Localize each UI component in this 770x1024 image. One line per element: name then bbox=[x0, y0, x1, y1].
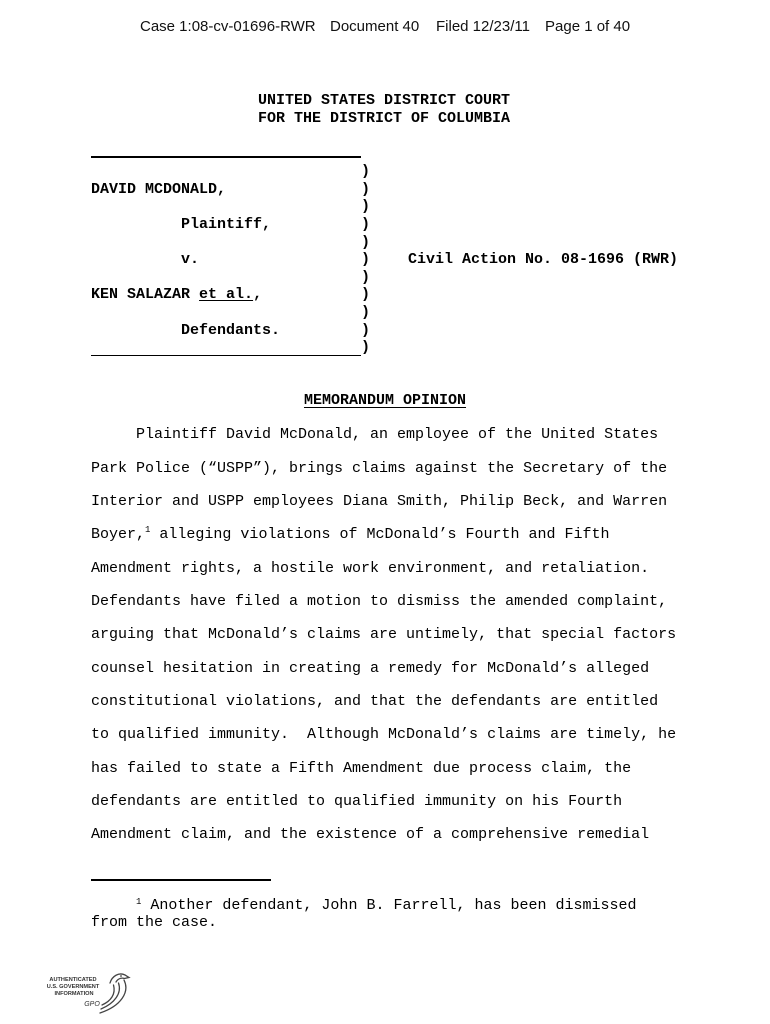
body-line: Plaintiff David McDonald, an employee of the United States bbox=[136, 426, 659, 444]
et-al-text: et al. bbox=[199, 286, 254, 304]
body-line: arguing that McDonald’s claims are untimely, that special factors bbox=[91, 626, 677, 644]
plaintiff-role: Plaintiff, bbox=[181, 215, 272, 233]
defendant-name-text: KEN SALAZAR bbox=[91, 286, 191, 304]
logo-text-government: U.S. GOVERNMENT bbox=[46, 984, 100, 990]
defendant-name bbox=[91, 286, 262, 304]
footnote-line bbox=[91, 897, 731, 914]
body-line: defendants are entitled to qualified immunity on his Fourth bbox=[91, 792, 623, 810]
caption-bracket: ) bbox=[361, 163, 371, 181]
footnote-text: Another defendant, John B. Farrell, has been dismissed bbox=[150, 896, 637, 914]
versus-label: v. bbox=[181, 251, 200, 269]
court-name: UNITED STATES DISTRICT COURT bbox=[258, 92, 511, 109]
court-district: FOR THE DISTRICT OF COLUMBIA bbox=[258, 110, 511, 127]
body-line: to qualified immunity. Although McDonald’s claims are timely, he bbox=[91, 726, 677, 744]
logo-text-gpo: GPO bbox=[84, 1001, 100, 1008]
caption-bracket: ) bbox=[361, 321, 371, 339]
logo-text-information: INFORMATION bbox=[54, 991, 94, 997]
document-title: MEMORANDUM OPINION bbox=[303, 392, 467, 409]
caption-bracket: ) bbox=[361, 251, 371, 269]
defendant-punctuation: , bbox=[253, 286, 263, 304]
gpo-authentication-logo bbox=[40, 968, 132, 1016]
caption-bracket: ) bbox=[361, 198, 371, 216]
footnote-line: from the case. bbox=[91, 913, 218, 931]
logo-text-authenticated: AUTHENTICATED bbox=[49, 977, 97, 983]
document-number: Document 40 bbox=[330, 18, 420, 35]
caption-bracket: ) bbox=[361, 233, 371, 251]
plaintiff-name: DAVID MCDONALD, bbox=[91, 180, 227, 198]
opinion-body bbox=[91, 418, 731, 851]
footnote-marker: 1 bbox=[136, 896, 142, 907]
caption-bracket: ) bbox=[361, 268, 371, 286]
body-line: Amendment rights, a hostile work environment, and retaliation. bbox=[91, 559, 650, 577]
defendant-role: Defendants. bbox=[181, 321, 281, 339]
body-line: Park Police (“USPP”), brings claims against the Secretary of the bbox=[91, 459, 668, 477]
body-line: counsel hesitation in creating a remedy for McDonald’s alleged bbox=[91, 659, 650, 677]
caption-bracket: ) bbox=[361, 339, 371, 357]
case-number: Case 1:08-cv-01696-RWR bbox=[140, 18, 316, 35]
footnote bbox=[91, 897, 731, 931]
body-line: constitutional violations, and that the defendants are entitled bbox=[91, 692, 659, 710]
case-caption bbox=[91, 163, 691, 357]
caption-top-rule bbox=[91, 156, 361, 158]
body-line-text: alleging violations of McDonald’s Fourth and Fifth bbox=[159, 526, 610, 544]
footnote-separator bbox=[91, 879, 271, 881]
body-line bbox=[91, 518, 731, 551]
body-line: Defendants have filed a motion to dismiss the amended complaint, bbox=[91, 592, 668, 610]
civil-action-number: Civil Action No. 08-1696 (RWR) bbox=[408, 251, 679, 269]
caption-bracket: ) bbox=[361, 303, 371, 321]
caption-bracket: ) bbox=[361, 180, 371, 198]
eagle-swoosh-icon bbox=[100, 974, 129, 1013]
body-line-text: Boyer, bbox=[91, 526, 146, 544]
caption-bracket: ) bbox=[361, 215, 371, 233]
body-line: has failed to state a Fifth Amendment due process claim, the bbox=[91, 759, 632, 777]
caption-bracket: ) bbox=[361, 286, 371, 304]
filed-date: Filed 12/23/11 bbox=[436, 18, 530, 35]
body-line: Interior and USPP employees Diana Smith, Philip Beck, and Warren bbox=[91, 492, 668, 510]
footnote-reference: 1 bbox=[145, 525, 151, 536]
body-line: Amendment claim, and the existence of a comprehensive remedial bbox=[91, 826, 650, 844]
caption-bottom-rule bbox=[91, 355, 361, 357]
page-number: Page 1 of 40 bbox=[545, 18, 631, 35]
